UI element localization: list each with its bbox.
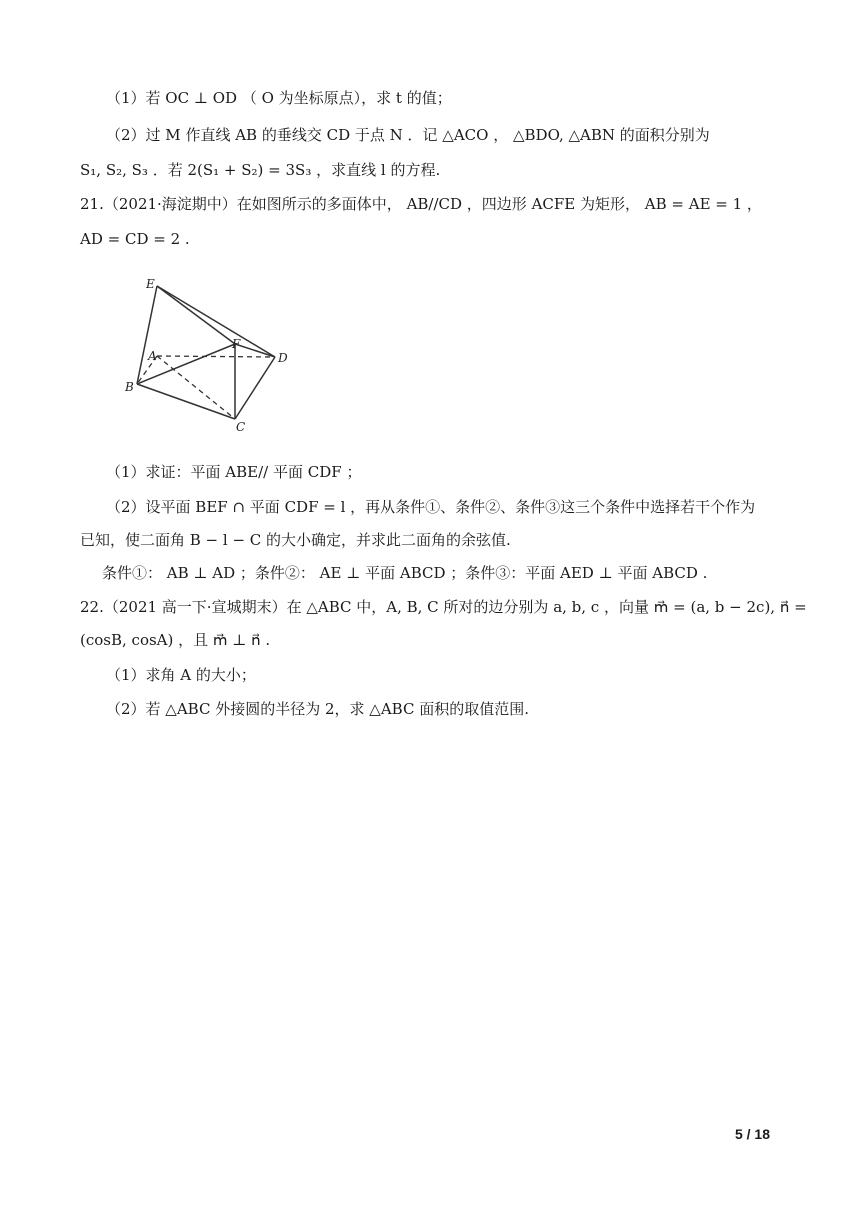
text-line-q20-part2: （2）过 M 作直线 AB 的垂线交 CD 于点 N ．记 △ACO ， △BDO, △ABN 的面积分别为 [106, 126, 710, 144]
edge-ED [157, 286, 275, 357]
text-line-q21-conditions: 条件①： AB ⊥ AD ；条件②： AE ⊥ 平面 ABCD ；条件③：平面 AED ⊥ 平面 ABCD . [102, 564, 708, 582]
text-line-q20-part1: （1）若 OC ⊥ OD （ O 为坐标原点），求 t 的值； [106, 89, 452, 107]
page-number: 5 / 18 [734, 1126, 770, 1142]
text-line-q21-part2-cont: 已知，使二面角 B − l − C 的大小确定，并求此二面角的余弦值. [80, 531, 511, 549]
text-line-q21-part2: （2）设平面 BEF ∩ 平面 CDF = l ，再从条件①、条件②、条件③这三个条件中选择若干个作为 [106, 498, 756, 516]
text-line-q21-part1: （1）求证：平面 ABE// 平面 CDF ； [106, 463, 362, 481]
text-line-q20-part2-cont: S₁, S₂, S₃ ．若 2(S₁ + S₂) = 3S₃ ，求直线 l 的方程. [80, 161, 441, 179]
label-F: F [232, 337, 241, 351]
text-line-q22-stem-cont: (cosB, cosA) ，且 m⃗ ⊥ n⃗ . [80, 631, 271, 649]
edge-AD-hidden [157, 356, 275, 357]
label-E: E [146, 277, 155, 291]
text-line-q22-stem: 22.（2021 高一下·宣城期末）在 △ABC 中，A, B, C 所对的边分别为 a, b, c ，向量 m⃗ = (a, b − 2c), n⃗ = [80, 598, 807, 616]
label-D: D [278, 351, 288, 365]
polyhedron-figure [120, 274, 300, 436]
text-line-q21-stem-cont: AD = CD = 2 . [80, 230, 190, 248]
edge-EF [157, 286, 235, 344]
text-line-q22-part2: （2）若 △ABC 外接圆的半径为 2，求 △ABC 面积的取值范围. [106, 700, 529, 718]
label-C: C [236, 420, 246, 434]
edge-AC-hidden [157, 356, 235, 419]
edge-CD [235, 357, 275, 419]
label-B: B [125, 380, 134, 394]
text-line-q21-stem: 21.（2021·海淀期中）在如图所示的多面体中， AB//CD ，四边形 ACFE 为矩形， AB = AE = 1 ， [80, 195, 762, 213]
edge-BC [137, 384, 235, 419]
edge-FD [235, 344, 275, 357]
text-line-q22-part1: （1）求角 A 的大小； [106, 666, 256, 684]
label-A: A [148, 349, 157, 363]
edge-EB [137, 286, 157, 384]
